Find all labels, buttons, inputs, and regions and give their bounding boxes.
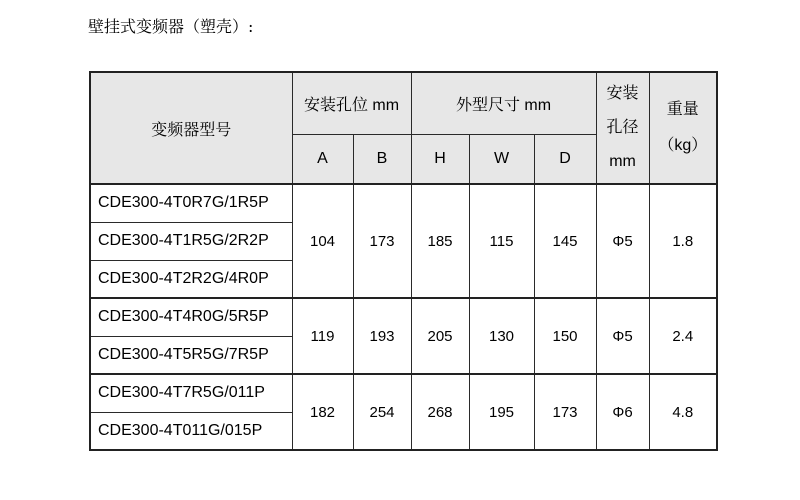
model-cell: CDE300-4T7R5G/011P bbox=[90, 374, 292, 412]
value-hole-diameter: Φ5 bbox=[596, 184, 649, 298]
header-hole-diameter-line2: 孔径 bbox=[606, 119, 639, 136]
header-hole-diameter bbox=[596, 72, 649, 184]
table-row bbox=[90, 184, 717, 222]
value-hole-diameter: Φ5 bbox=[596, 298, 649, 374]
value-h: 185 bbox=[411, 184, 469, 298]
model-cell: CDE300-4T0R7G/1R5P bbox=[90, 184, 292, 222]
model-cell: CDE300-4T2R2G/4R0P bbox=[90, 260, 292, 298]
table-row bbox=[90, 374, 717, 412]
header-model-column: 变频器型号 bbox=[90, 72, 292, 184]
model-cell: CDE300-4T4R0G/5R5P bbox=[90, 298, 292, 336]
model-cell: CDE300-4T1R5G/2R2P bbox=[90, 222, 292, 260]
header-weight-line1: 重量 bbox=[666, 101, 699, 118]
value-b: 254 bbox=[353, 374, 411, 450]
table-row bbox=[90, 298, 717, 336]
header-weight-line2: （kg） bbox=[658, 137, 708, 154]
header-col-a: A bbox=[292, 134, 353, 184]
header-col-d: D bbox=[534, 134, 596, 184]
model-cell: CDE300-4T011G/015P bbox=[90, 412, 292, 450]
value-d: 150 bbox=[534, 298, 596, 374]
value-h: 205 bbox=[411, 298, 469, 374]
value-a: 119 bbox=[292, 298, 353, 374]
value-hole-diameter: Φ6 bbox=[596, 374, 649, 450]
header-hole-diameter-line3: mm bbox=[609, 153, 636, 170]
page-title: 壁挂式变频器（塑壳）: bbox=[88, 17, 254, 36]
header-weight bbox=[649, 72, 717, 184]
header-col-h: H bbox=[411, 134, 469, 184]
value-weight: 4.8 bbox=[649, 374, 717, 450]
header-mounting-holes-group: 安装孔位 mm bbox=[292, 72, 411, 134]
value-d: 145 bbox=[534, 184, 596, 298]
header-col-b: B bbox=[353, 134, 411, 184]
header-dimensions-group: 外型尺寸 mm bbox=[411, 72, 596, 134]
value-weight: 1.8 bbox=[649, 184, 717, 298]
header-hole-diameter-line1: 安装 bbox=[606, 85, 639, 102]
value-d: 173 bbox=[534, 374, 596, 450]
value-w: 130 bbox=[469, 298, 534, 374]
value-h: 268 bbox=[411, 374, 469, 450]
value-w: 115 bbox=[469, 184, 534, 298]
header-col-w: W bbox=[469, 134, 534, 184]
value-a: 104 bbox=[292, 184, 353, 298]
inverter-spec-table bbox=[89, 71, 718, 451]
value-a: 182 bbox=[292, 374, 353, 450]
value-w: 195 bbox=[469, 374, 534, 450]
value-b: 173 bbox=[353, 184, 411, 298]
value-weight: 2.4 bbox=[649, 298, 717, 374]
value-b: 193 bbox=[353, 298, 411, 374]
model-cell: CDE300-4T5R5G/7R5P bbox=[90, 336, 292, 374]
